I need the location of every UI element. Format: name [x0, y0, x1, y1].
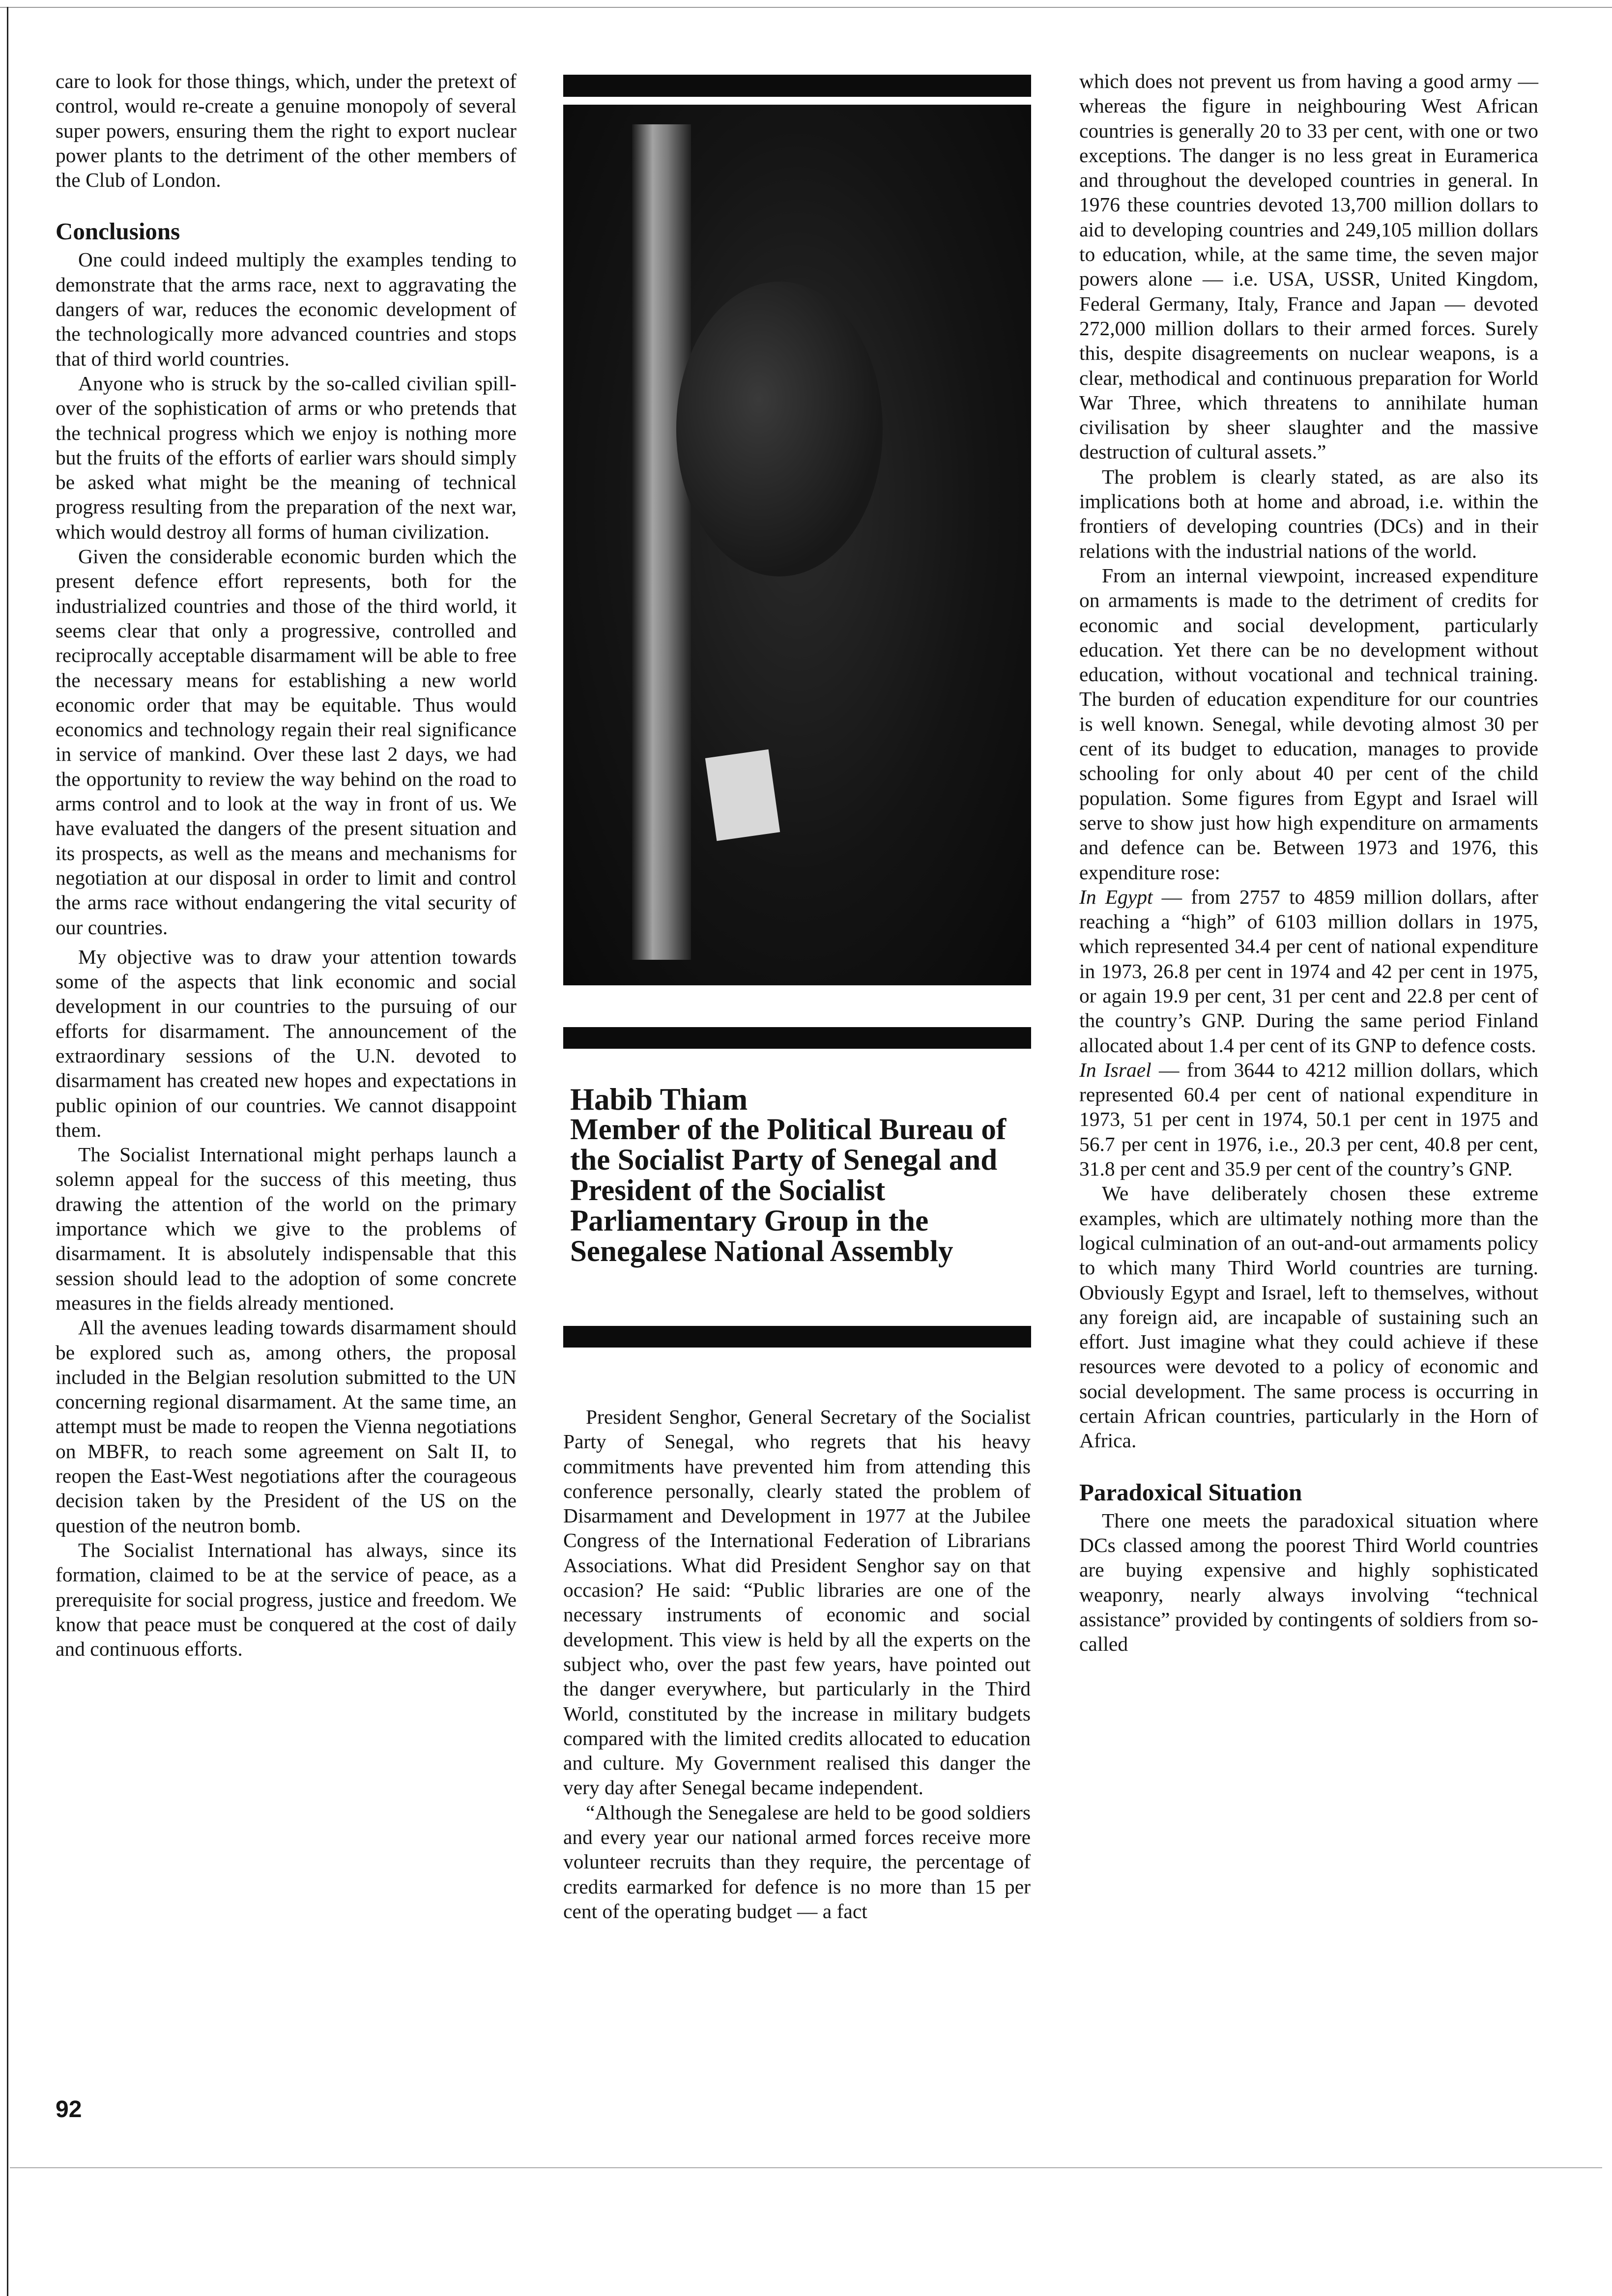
egypt-label: In Egypt — [1079, 885, 1153, 908]
left-paragraph: Given the considerable economic burden which the present defence effort represents, both for the industrialized countries and those of the third world, it seems clear that only a progressive, controlled and reciprocally acceptable disarmament will be able to free the necessary means for establishing a new world economic order that may be equitable. Thus would economics and technology regain their real significance in service of mankind. Over these last 2 days, we had the opportunity to review the way behind on the road to arms control and to look at the way in front of us. We have evaluated the dangers of the present situation and its prospects, as well as the means and mechanisms for negotiation at our disposal in order to limit and control the arms race without endangering the vital security of our countries. — [56, 545, 517, 939]
portrait-photo — [563, 105, 1031, 985]
egypt-text: — from 2757 to 4859 million dollars, after reaching a “high” of 6103 million dollars in 1975, which represented 34.4 per cent of national expenditure in 1973, 26.8 per cent in 1974 and 42 per cent in 1975, or again 19.9 per cent, 31 per cent and 22.8 per cent of the country’s GNP. During the same period Finland allocated about 1.4 per cent of its GNP to defence costs. — [1079, 885, 1539, 1057]
right-paragraph: From an internal viewpoint, increased expenditure on armaments is made to the detriment of credits for economic and social development, particularly education. Yet there can be no development without education, without vocational and technical training. The burden of education expenditure for our countries is well known. Senegal, while devoting almost 30 per cent of its budget to education, manages to provide schooling for only about 40 per cent of the child population. Some figures from Egypt and Israel will serve to show just how high expenditure on armaments and defence can be. Between 1973 and 1976, this expenditure rose: — [1079, 564, 1538, 884]
left-paragraph: All the avenues leading towards disarmament should be explored such as, among others, the proposal included in the Belgian resolution submitted to the UN concerning regional disarmament. At the same time, an attempt must be made to reopen the Vienna negotiations on MBFR, to reach some agreement on Salt II, to reopen the East-West negotiations after the courageous decision taken by the President of the US on the question of the neutron bomb. — [56, 1316, 517, 1537]
bottom-scan-rule — [10, 2167, 1602, 2168]
right-paragraph: We have deliberately chosen these extreme examples, which are ultimately nothing more than the logical culmination of an out-and-out armaments policy to which many Third World countries are turning. Obviously Egypt and Israel, left to themselves, without any foreign aid, are incapable of sustaining such an effort. Just imagine what they could achieve if these resources were devoted to a policy of economic and social development. The same process is occurring in certain African countries, particularly in the Horn of Africa. — [1079, 1182, 1538, 1452]
author-name: Habib Thiam — [570, 1082, 748, 1117]
right-paragraph: which does not prevent us from having a good army — whereas the figure in neighbouring West African countries is generally 20 to 33 per cent, with one or two exceptions. The danger is no less great in Euramerica and throughout the developed countries in general. In 1976 these countries devoted 13,700 million dollars to aid to developing countries and 249,105 million dollars to education, while, at the same time, the seven major powers alone — i.e. USA, USSR, United Kingdom, Federal Germany, Italy, France and Japan — devoted 272,000 million dollars to their armed forces. Surely this, despite disagreements on nuclear weapons, is a clear, methodical and continuous preparation for World War Three, which threatens to annihilate human civilisation by sheer slaughter and the massive destruction of cultural assets.” — [1079, 70, 1538, 463]
israel-text: — from 3644 to 4212 million dollars, which represented 60.4 per cent of national expenditure in 1973, 51 per cent in 1974, 50.1 per cent in 1975 and 56.7 per cent in 1976, i.e., 20.3 per cent, 40.8 per cent, 31.8 per cent and 35.9 per cent of the country’s GNP. — [1079, 1058, 1538, 1180]
left-paragraph: Anyone who is struck by the so-called civilian spill-over of the sophistication of arms or who pretends that the technical progress which we enjoy is nothing more but the fruits of the efforts of earlier wars should simply be asked what might be the meaning of technical progress resulting from the preparation of the next war, which would destroy all forms of human civilization. — [56, 372, 517, 543]
photo-top-bar — [563, 75, 1031, 97]
middle-column — [563, 1405, 1031, 1923]
photo-face-shape — [676, 282, 883, 576]
section-heading-conclusions: Conclusions — [56, 218, 180, 245]
photo-highlight — [705, 749, 780, 841]
left-paragraph: My objective was to draw your attention towards some of the aspects that link economic and social development in our countries to the pursuing of our efforts for disarmament. The announcement of the extraordinary sessions of the U.N. devoted to disarmament has created new hopes and expectations in public opinion of our countries. We cannot disappoint them. — [56, 945, 517, 1141]
left-paragraph: care to look for those things, which, under the pretext of control, would re-create a genuine monopoly of several super powers, ensuring them the right to export nuclear power plants to the detriment of the other members of the Club of London. — [56, 70, 517, 192]
middle-paragraph: “Although the Senegalese are held to be good soldiers and every year our national armed forces receive more volunteer recruits than they require, the percentage of credits earmarked for defence is no more than 15 per cent of the operating budget — a fact — [563, 1801, 1031, 1923]
middle-paragraph: President Senghor, General Secretary of the Socialist Party of Senegal, who regrets that his heavy commitments have prevented him from attending this conference personally, clearly stated the problem of Disarmament and Development in 1977 at the Jubilee Congress of the International Federation of Librarians Associations. What did President Senghor say on that occasion? He said: “Public libraries are one of the necessary instruments of economic and social development. This view is held by all the experts on the subject who, over the past few years, have pointed out the danger everywhere, but particularly in the Third World, constituted by the increase in military budgets compared with the limited credits allocated to education and culture. My Government realised this danger the very day after Senegal became independent. — [563, 1406, 1031, 1799]
left-paragraph: The Socialist International might perhaps launch a solemn appeal for the success of this meeting, thus drawing the attention of the world on the primary importance which we give to the problems of disarmament. It is absolutely indispensable that this session should lead to the adoption of some concrete measures in the fields already mentioned. — [56, 1143, 517, 1314]
left-paragraph: One could indeed multiply the examples tending to demonstrate that the arms race, next to aggravating the dangers of war, reduces the economic development of the technologically more advanced countries and stops that of third world countries. — [56, 248, 517, 370]
section-heading-paradoxical: Paradoxical Situation — [1079, 1478, 1302, 1506]
left-paragraph: The Socialist International has always, since its formation, claimed to be at the service of peace, as a prerequisite for social progress, justice and freedom. We know that peace must be conquered at the cost of daily and continuous efforts. — [56, 1538, 517, 1661]
photo-light-strip — [632, 124, 691, 960]
page-number: 92 — [56, 2096, 82, 2123]
left-scan-edge — [7, 7, 8, 2296]
right-paragraph: There one meets the paradoxical situation where DCs classed among the poorest Third World countries are buying expensive and highly sophisticated weaponry, nearly always involving “technical assistance” provided by contingents of soldiers from so-called — [1079, 1509, 1538, 1656]
right-paragraph-egypt — [1079, 885, 1538, 1058]
right-paragraph: The problem is clearly stated, as are also its implications both at home and abroad, i.e. within the frontiers of developing countries (DCs) and in their relations with the industrial nations of the world. — [1079, 465, 1538, 562]
byline-bottom-bar — [563, 1326, 1031, 1348]
right-paragraph-israel — [1079, 1058, 1538, 1181]
israel-label: In Israel — [1079, 1058, 1151, 1081]
photo-bottom-bar — [563, 1027, 1031, 1049]
author-role: Member of the Political Bureau of the Socialist Party of Senegal and President of the Socialist Parliamentary Group in the Senegalese National Assembly — [570, 1113, 1007, 1268]
top-scan-rule — [0, 7, 1612, 8]
author-byline — [570, 1084, 1042, 1267]
right-column — [1079, 69, 1538, 1656]
left-column — [56, 69, 517, 1661]
